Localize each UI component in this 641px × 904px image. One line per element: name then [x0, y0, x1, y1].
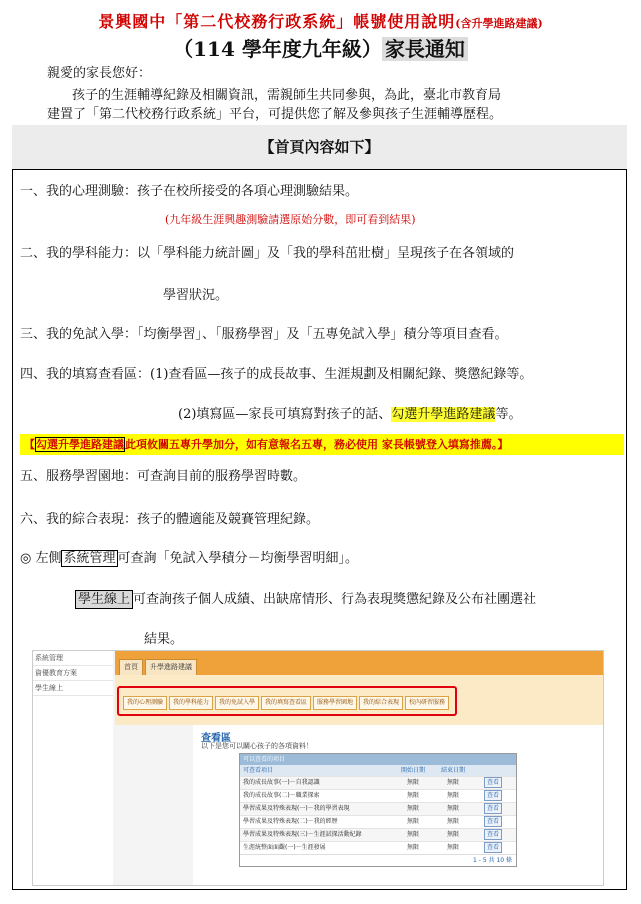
boxed-system-admin: 系統管理 [63, 551, 116, 566]
grid-columns [240, 765, 516, 776]
panel-subtitle: 以下是您可以關心孩子的各項資料！ [201, 742, 313, 750]
tab-route-advice[interactable]: 升學進路建議 [145, 659, 197, 676]
col-start: 開始日期 [400, 767, 425, 774]
func-psych-test[interactable]: 我的心理測驗 [123, 696, 167, 710]
boxed-student-online: 學生線上 [75, 590, 133, 609]
function-highlight-frame [117, 686, 457, 716]
document-subtitle: （114 學年度九年級） 家長通知 [0, 33, 641, 62]
cell-action [473, 790, 513, 802]
table-row [240, 802, 516, 815]
table-row [240, 776, 516, 789]
table-row [240, 841, 516, 854]
item-overall: 六、我的綜合表現：孩子的體適能及競賽管理紀錄。 [20, 512, 320, 527]
panel-title: 查看區 [201, 733, 231, 744]
col-action [473, 765, 513, 776]
side-item[interactable]: 系統管理 [33, 651, 113, 666]
cell-action [473, 816, 513, 828]
item-view-fill-a: 四、我的填寫查看區：(1)查看區—孩子的成長故事、生涯規劃及相關紀錄、獎懲紀錄等。 [20, 367, 533, 382]
tab-home[interactable]: 首頁 [119, 659, 143, 676]
func-service[interactable]: 服務學習園地 [313, 696, 357, 710]
cell-end: 無限 [446, 844, 459, 851]
view-panel [193, 725, 603, 885]
cell-item: 學習成果及特殊表現(一)－我的學習表現 [243, 805, 350, 812]
cell-item: 學習成果及特殊表現(二)－我的經歷 [243, 818, 338, 825]
cell-item: 學習成果及特殊表現(三)－生涯試探活動紀錄 [243, 831, 362, 838]
grid-pager: 1 - 5 共 10 條 [240, 854, 516, 866]
note-student-online-tail: 結果。 [144, 632, 184, 647]
title-note: (含升學進路建議) [455, 17, 543, 30]
view-button[interactable]: 查看 [484, 803, 502, 814]
subtitle-highlight: 家長通知 [382, 37, 468, 61]
view-button[interactable]: 查看 [484, 790, 502, 801]
col-end: 結束日期 [440, 767, 465, 774]
func-overall[interactable]: 我的綜合表現 [359, 696, 403, 710]
cell-end: 無限 [446, 831, 459, 838]
item-ability-b: 學習狀況。 [163, 288, 229, 303]
col-item: 可查看項目 [243, 767, 274, 774]
table-row [240, 815, 516, 828]
system-screenshot [32, 650, 604, 886]
view-button[interactable]: 查看 [484, 829, 502, 840]
cell-action [473, 829, 513, 841]
cell-start: 無限 [406, 779, 419, 786]
cell-start: 無限 [406, 844, 419, 851]
screenshot-topbar [115, 651, 603, 675]
item-psych-test: 一、我的心理測驗：孩子在校所接受的各項心理測驗結果。 [20, 184, 359, 199]
intro-line-2: 建置了「第二代校務行政系統」平台，可提供您了解及參與孩子生涯輔導歷程。 [47, 107, 503, 122]
cell-action [473, 803, 513, 815]
item-admission: 三、我的免試入學：「均衡學習」、「服務學習」及「五專免試入學」積分等項目查看。 [20, 327, 508, 342]
func-view-fill[interactable]: 我的填寫查看區 [261, 696, 311, 710]
cell-item: 我的成長故事(二)－職業探索 [243, 792, 320, 799]
cell-item: 生涯統整面面觀(一)－生涯發展 [243, 844, 326, 851]
view-button[interactable]: 查看 [484, 842, 502, 853]
view-button[interactable]: 查看 [484, 816, 502, 827]
cell-item: 我的成長故事(一)－自我認識 [243, 779, 320, 786]
view-button[interactable]: 查看 [484, 777, 502, 788]
grid-header: 可以查看的項目 [240, 754, 516, 765]
cell-end: 無限 [446, 805, 459, 812]
table-row [240, 789, 516, 802]
item-psych-note: (九年級生涯興趣測驗請選原始分數，即可看到結果) [165, 213, 416, 226]
cell-action [473, 777, 513, 789]
cell-action [473, 842, 513, 854]
cell-start: 無限 [406, 831, 419, 838]
cell-start: 無限 [406, 792, 419, 799]
item-ability-a: 二、我的學科能力：以「學科能力統計圖」及「我的學科茁壯樹」呈現孩子在各領域的 [20, 246, 515, 261]
side-item[interactable]: 學生線上 [33, 681, 113, 696]
func-admission[interactable]: 我的免試入學 [215, 696, 259, 710]
side-item[interactable]: 資優教育方案 [33, 666, 113, 681]
cell-end: 無限 [446, 779, 459, 786]
note-system-admin: ◎ 左側 系統管理 可查詢「免試入學積分－均衡學習明細」。 [20, 551, 359, 566]
cell-start: 無限 [406, 818, 419, 825]
func-training[interactable]: 校內研習服務 [405, 696, 449, 710]
grid-rows [240, 776, 516, 854]
cell-start: 無限 [406, 805, 419, 812]
item-service: 五、服務學習園地：可查詢目前的服務學習時數。 [20, 469, 307, 484]
notice-banner: 【勾選升學進路建議此項攸關五專升學加分，如有意報名五專，務必使用 家長帳號登入填寫推薦。】 [20, 434, 624, 455]
func-ability[interactable]: 我的學科能力 [169, 696, 213, 710]
cell-end: 無限 [446, 792, 459, 799]
note-student-online: 學生線上 可查詢孩子個人成績、出缺席情形、行為表現獎懲紀錄及公布社團選社 [75, 588, 536, 607]
notice-boxed-term: 勾選升學進路建議 [36, 438, 124, 451]
item-view-fill-b: (2)填寫區—家長可填寫對孩子的話、勾選升學進路建議等。 [178, 407, 522, 422]
cell-end: 無限 [446, 818, 459, 825]
intro-line-1: 孩子的生涯輔導紀錄及相關資訊，需親師生共同參與，為此，臺北市教育局 [72, 88, 502, 103]
highlight-route-advice: 勾選升學進路建議 [391, 407, 496, 422]
view-grid [239, 753, 517, 867]
document-title: 景興國中「第二代校務行政系統」帳號使用說明(含升學進路建議) [98, 12, 543, 31]
table-row [240, 828, 516, 841]
box-heading: 【首頁內容如下】 [12, 125, 627, 170]
screenshot-sidebar [33, 651, 113, 885]
greeting: 親愛的家長您好： [47, 66, 152, 81]
